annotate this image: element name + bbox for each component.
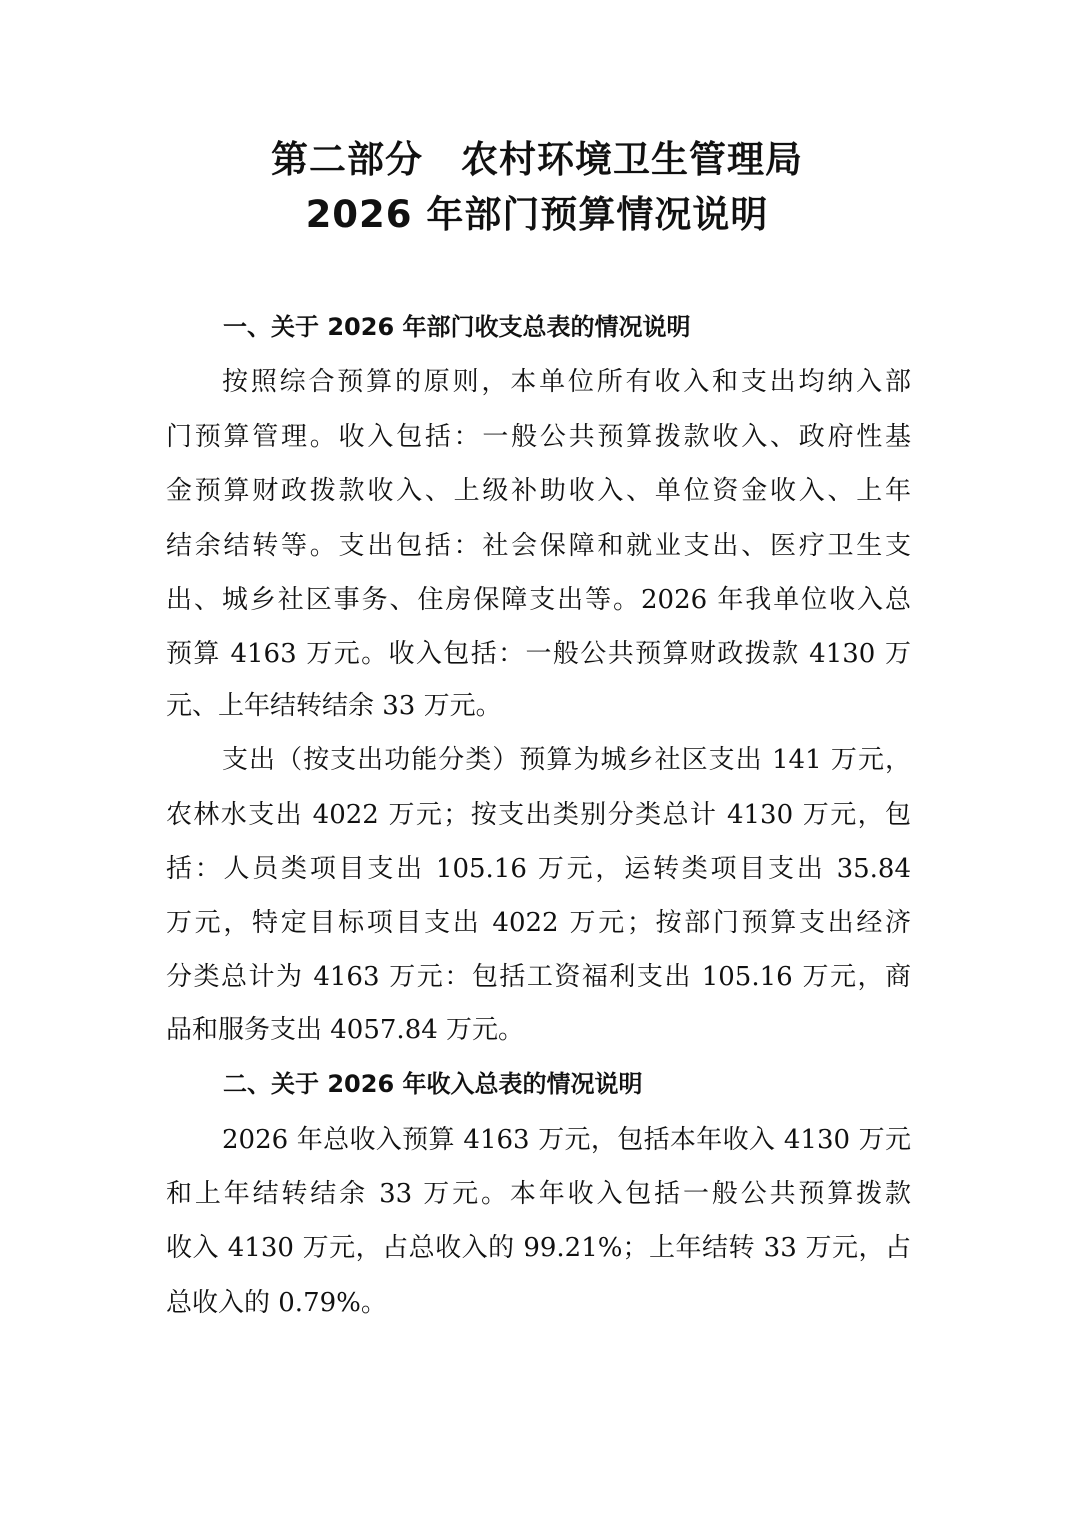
- section-1-paragraph-1-line-3: 金预算财政拨款收入、上级补助收入、单位资金收入、上年: [166, 476, 911, 506]
- section-2-paragraph-1-line-3: 收入 4130 万元，占总收入的 99.21%；上年结转 33 万元，占: [166, 1233, 911, 1263]
- section-1-paragraph-2-line-1: 支出（按支出功能分类）预算为城乡社区支出 141 万元，: [222, 745, 911, 775]
- section-1-heading: 一、关于 2026 年部门收支总表的情况说明: [223, 313, 691, 341]
- section-1-paragraph-1-line-4: 结余结转等。支出包括：社会保障和就业支出、医疗卫生支: [166, 531, 911, 561]
- section-1-paragraph-2-line-2: 农林水支出 4022 万元；按支出类别分类总计 4130 万元，包: [166, 800, 911, 830]
- document-title-line-1: 第二部分 农村环境卫生管理局: [271, 138, 803, 181]
- section-1-paragraph-1-line-1: 按照综合预算的原则，本单位所有收入和支出均纳入部: [222, 367, 911, 397]
- section-1-paragraph-2-line-5: 分类总计为 4163 万元：包括工资福利支出 105.16 万元，商: [166, 962, 911, 992]
- section-1-paragraph-2-line-6: 品和服务支出 4057.84 万元。: [166, 1015, 525, 1045]
- section-1-paragraph-1-line-7: 元、上年结转结余 33 万元。: [166, 691, 502, 721]
- section-1-paragraph-1-line-5: 出、城乡社区事务、住房保障支出等。2026 年我单位收入总: [166, 585, 911, 615]
- section-1-paragraph-1-line-6: 预算 4163 万元。收入包括：一般公共预算财政拨款 4130 万: [166, 639, 911, 669]
- section-2-paragraph-1-line-2: 和上年结转结余 33 万元。本年收入包括一般公共预算拨款: [166, 1179, 911, 1209]
- section-2-paragraph-1-line-1: 2026 年总收入预算 4163 万元，包括本年收入 4130 万元: [222, 1125, 911, 1155]
- section-1-paragraph-2-line-3: 括：人员类项目支出 105.16 万元，运转类项目支出 35.84: [166, 854, 911, 884]
- section-1-paragraph-1-line-2: 门预算管理。收入包括：一般公共预算拨款收入、政府性基: [166, 422, 911, 452]
- section-1-paragraph-2-line-4: 万元，特定目标项目支出 4022 万元；按部门预算支出经济: [166, 908, 911, 938]
- document-title-line-2: 2026 年部门预算情况说明: [305, 193, 769, 236]
- section-2-heading: 二、关于 2026 年收入总表的情况说明: [223, 1070, 643, 1098]
- section-2-paragraph-1-line-4: 总收入的 0.79%。: [166, 1288, 387, 1318]
